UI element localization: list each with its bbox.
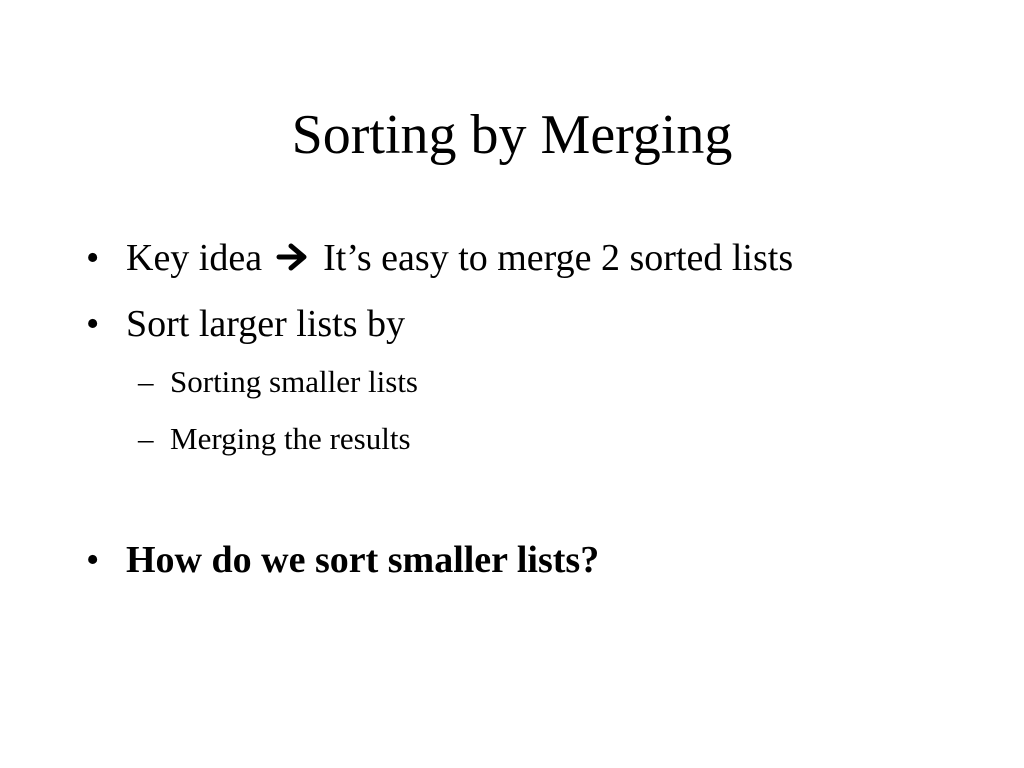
subbullet-text: Sorting smaller lists (170, 364, 418, 399)
bullet-text-after-arrow: It’s easy to merge 2 sorted lists (323, 237, 794, 279)
bullet-text: Sort larger lists by (126, 303, 406, 345)
bullet-marker: • (86, 237, 100, 279)
bullet-marker: • (86, 539, 100, 581)
subbullet-text: Merging the results (170, 421, 411, 456)
bullet-text-before-arrow: Key idea (126, 237, 263, 279)
subbullet-marker: – (138, 364, 154, 399)
bullet-text: How do we sort smaller lists? (126, 539, 600, 581)
bullet-text (126, 236, 793, 282)
slide-title: Sorting by Merging (291, 104, 733, 166)
right-arrow-icon (276, 238, 310, 282)
bullet-marker: • (86, 303, 100, 345)
subbullet-marker: – (138, 421, 154, 456)
